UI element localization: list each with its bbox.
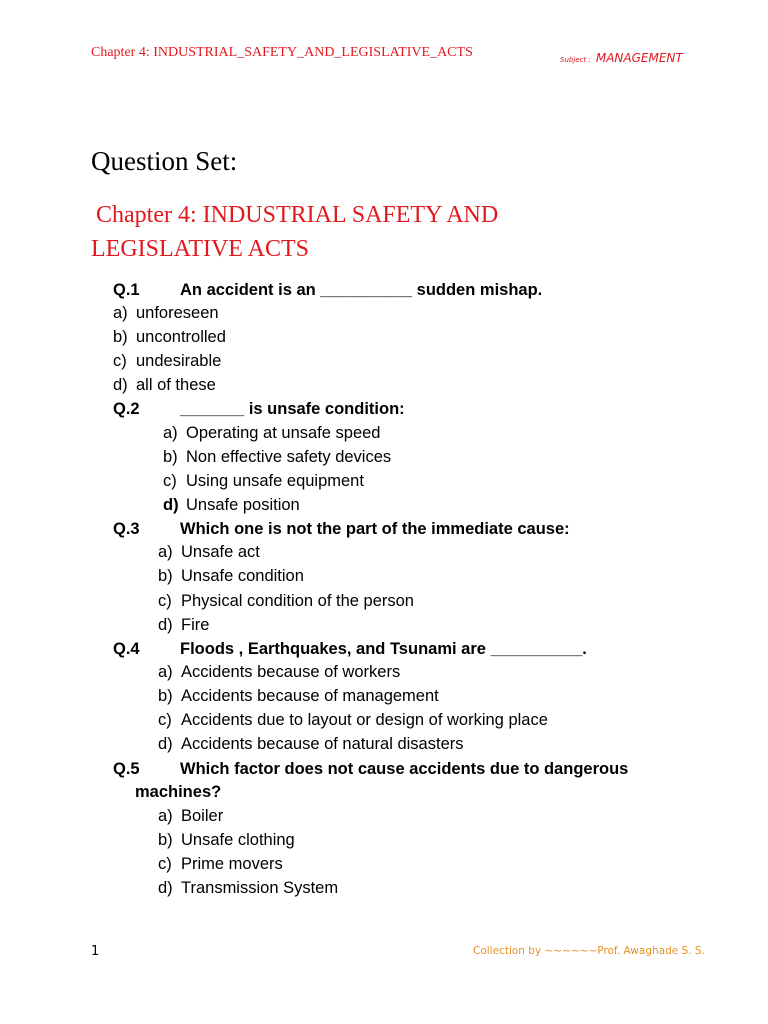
option-letter: a) bbox=[113, 304, 128, 322]
option-letter: d) bbox=[158, 879, 173, 897]
option-3b bbox=[158, 567, 304, 586]
option-1d bbox=[113, 376, 216, 395]
option-2d bbox=[163, 496, 300, 515]
option-letter: c) bbox=[158, 592, 172, 610]
subject-label: Subject : bbox=[560, 56, 591, 64]
question-text: _______ is unsafe condition: bbox=[180, 400, 405, 418]
option-text: uncontrolled bbox=[136, 328, 226, 346]
option-text: unforeseen bbox=[136, 304, 219, 322]
question-number: Q.3 bbox=[113, 520, 140, 538]
option-text: Prime movers bbox=[181, 855, 283, 873]
option-text: Unsafe act bbox=[181, 543, 260, 561]
option-text: Unsafe clothing bbox=[181, 831, 295, 849]
question-number: Q.2 bbox=[113, 400, 140, 418]
option-text: Physical condition of the person bbox=[181, 592, 414, 610]
option-letter: d) bbox=[163, 496, 179, 514]
question-text: An accident is an __________ sudden mishap. bbox=[180, 281, 543, 299]
chapter-title bbox=[91, 198, 551, 266]
question-number: Q.5 bbox=[113, 760, 140, 778]
option-2a bbox=[163, 424, 380, 443]
option-1c bbox=[113, 352, 221, 371]
option-text: Unsafe position bbox=[186, 496, 300, 514]
option-letter: d) bbox=[158, 616, 173, 634]
option-letter: b) bbox=[158, 831, 173, 849]
option-letter: c) bbox=[158, 711, 172, 729]
chapter-title-line2: LEGISLATIVE ACTS bbox=[91, 236, 309, 262]
option-4c bbox=[158, 711, 548, 730]
option-1a bbox=[113, 304, 219, 323]
option-letter: c) bbox=[113, 352, 127, 370]
option-letter: a) bbox=[158, 807, 173, 825]
option-text: undesirable bbox=[136, 352, 222, 370]
option-4b bbox=[158, 687, 439, 706]
option-2b bbox=[163, 448, 391, 467]
option-text: Operating at unsafe speed bbox=[186, 424, 381, 442]
option-5d bbox=[158, 879, 338, 898]
option-text: Accidents because of management bbox=[181, 687, 439, 705]
option-text: Accidents due to layout or design of working place bbox=[181, 711, 548, 729]
option-5b bbox=[158, 831, 295, 850]
option-text: Accidents because of natural disasters bbox=[181, 735, 464, 753]
option-5c bbox=[158, 855, 283, 874]
question-5-continuation: machines? bbox=[135, 783, 222, 801]
option-letter: a) bbox=[158, 663, 173, 681]
footer-collection: Collection by ~~~~~~Prof. Awaghade S. S. bbox=[473, 945, 705, 957]
option-letter: d) bbox=[158, 735, 173, 753]
option-4d bbox=[158, 735, 464, 754]
option-letter: b) bbox=[163, 448, 178, 466]
option-letter: a) bbox=[158, 543, 173, 561]
option-text: Fire bbox=[181, 616, 210, 634]
option-5a bbox=[158, 807, 223, 826]
option-letter: a) bbox=[163, 424, 178, 442]
option-letter: c) bbox=[158, 855, 172, 873]
question-text: Which factor does not cause accidents due to dangerous bbox=[180, 760, 629, 778]
option-text: Boiler bbox=[181, 807, 224, 825]
question-number: Q.4 bbox=[113, 640, 140, 658]
question-text: Which one is not the part of the immediate cause: bbox=[180, 520, 570, 538]
option-text: Accidents because of workers bbox=[181, 663, 401, 681]
option-letter: d) bbox=[113, 376, 128, 394]
option-2c bbox=[163, 472, 364, 491]
question-text: Floods , Earthquakes, and Tsunami are __________. bbox=[180, 640, 587, 658]
option-4a bbox=[158, 663, 400, 682]
page-title: Question Set: bbox=[91, 146, 238, 176]
option-text: all of these bbox=[136, 376, 216, 394]
option-text: Unsafe condition bbox=[181, 567, 304, 585]
page-number: 1 bbox=[91, 944, 100, 959]
option-3a bbox=[158, 543, 260, 562]
option-3c bbox=[158, 592, 414, 611]
option-text: Non effective safety devices bbox=[186, 448, 392, 466]
option-letter: b) bbox=[158, 567, 173, 585]
subject-value: MANAGEMENT bbox=[595, 51, 683, 65]
option-letter: c) bbox=[163, 472, 177, 490]
option-3d bbox=[158, 616, 209, 635]
option-text: Transmission System bbox=[181, 879, 339, 897]
option-1b bbox=[113, 328, 226, 347]
option-letter: b) bbox=[158, 687, 173, 705]
header-subject bbox=[560, 47, 683, 66]
question-number: Q.1 bbox=[113, 281, 140, 299]
option-letter: b) bbox=[113, 328, 128, 346]
chapter-title-line1: Chapter 4: INDUSTRIAL SAFETY AND bbox=[96, 202, 499, 228]
header-chapter: Chapter 4: INDUSTRIAL_SAFETY_AND_LEGISLATIVE_ACTS bbox=[91, 45, 473, 60]
option-text: Using unsafe equipment bbox=[186, 472, 364, 490]
